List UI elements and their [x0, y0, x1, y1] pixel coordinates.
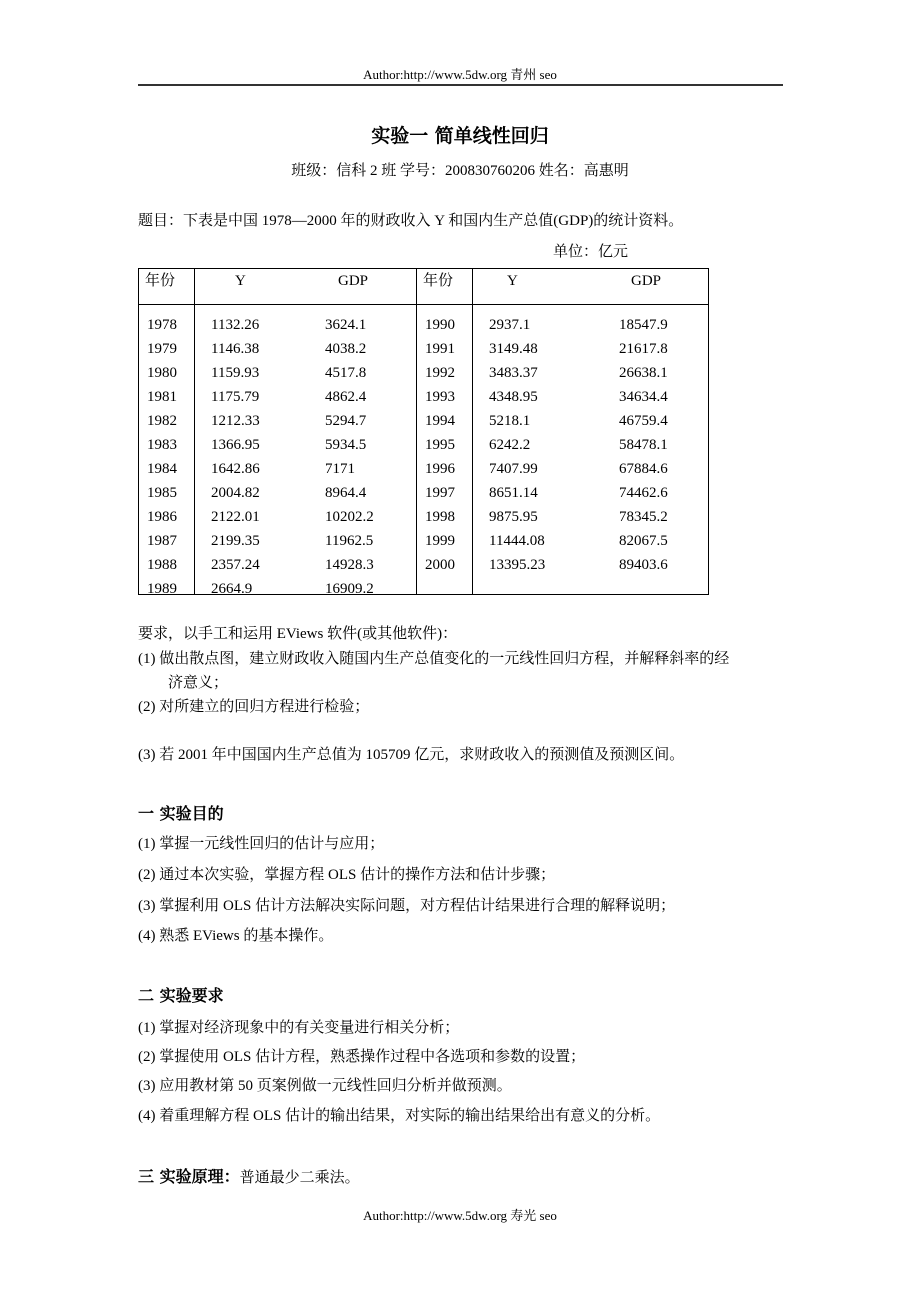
- cell-year: 1993: [425, 389, 455, 405]
- cell-year: 1986: [147, 509, 177, 525]
- header-year: 年份: [145, 273, 176, 289]
- cell-y: 8651.14: [489, 485, 538, 501]
- cell-gdp: 67884.6: [619, 461, 668, 477]
- cell-y: 2664.9: [211, 581, 253, 597]
- requirement-item: (1) 做出散点图，建立财政收入随国内生产总值变化的一元线性回归方程，并解释斜率的经: [138, 651, 730, 667]
- question-text: 题目：下表是中国 1978—2000 年的财政收入 Y 和国内生产总值(GDP)的统计资料。: [138, 213, 684, 229]
- student-info: 班级：信科 2 班 学号：200830760206 姓名：高惠明: [291, 163, 629, 179]
- cell-gdp: 34634.4: [619, 389, 668, 405]
- cell-y: 4348.95: [489, 389, 538, 405]
- cell-y: 9875.95: [489, 509, 538, 525]
- cell-y: 2004.82: [211, 485, 260, 501]
- cell-year: 1996: [425, 461, 455, 477]
- header-gdp: GDP: [338, 273, 369, 289]
- cell-year: 1998: [425, 509, 455, 525]
- cell-gdp: 18547.9: [619, 317, 668, 333]
- cell-year: 1982: [147, 413, 177, 429]
- doc-title: 实验一 简单线性回归: [371, 125, 549, 147]
- cell-y: 3149.48: [489, 341, 538, 357]
- cell-gdp: 4862.4: [325, 389, 367, 405]
- cell-year: 1999: [425, 533, 455, 549]
- section-text: 普通最少二乘法。: [239, 1170, 360, 1186]
- cell-y: 1212.33: [211, 413, 260, 429]
- cell-y: 3483.37: [489, 365, 538, 381]
- cell-y: 1146.38: [211, 341, 260, 357]
- section-title: 三 实验原理：: [138, 1167, 240, 1186]
- cell-gdp: 14928.3: [325, 557, 374, 573]
- section-item: (4) 熟悉 EViews 的基本操作。: [138, 928, 334, 944]
- cell-year: 1992: [425, 365, 455, 381]
- cell-y: 1642.86: [211, 461, 260, 477]
- page-footer: Author:http://www.5dw.org 寿光 seo: [363, 1208, 557, 1223]
- cell-gdp: 26638.1: [619, 365, 668, 381]
- cell-gdp: 8964.4: [325, 485, 367, 501]
- cell-gdp: 21617.8: [619, 341, 668, 357]
- cell-year: 2000: [425, 557, 455, 573]
- cell-gdp: 5934.5: [325, 437, 367, 453]
- cell-year: 1995: [425, 437, 455, 453]
- cell-year: 1978: [147, 317, 177, 333]
- section-item: (3) 应用教材第 50 页案例做一元线性回归分析并做预测。: [138, 1078, 512, 1094]
- cell-gdp: 4038.2: [325, 341, 367, 357]
- cell-gdp: 11962.5: [325, 533, 374, 549]
- requirement-item: (2) 对所建立的回归方程进行检验；: [138, 699, 370, 715]
- section-item: (1) 掌握对经济现象中的有关变量进行相关分析；: [138, 1020, 460, 1036]
- cell-y: 13395.23: [489, 557, 546, 573]
- cell-gdp: 58478.1: [619, 437, 668, 453]
- section-title: 二 实验要求: [138, 986, 224, 1005]
- cell-year: 1987: [147, 533, 177, 549]
- cell-year: 1983: [147, 437, 177, 453]
- cell-gdp: 89403.6: [619, 557, 668, 573]
- section-item: (2) 通过本次实验，掌握方程 OLS 估计的操作方法和估计步骤；: [138, 867, 556, 883]
- data-table: [138, 268, 709, 595]
- cell-gdp: 4517.8: [325, 365, 367, 381]
- cell-year: 1994: [425, 413, 455, 429]
- cell-gdp: 74462.6: [619, 485, 668, 501]
- header-gdp: GDP: [631, 273, 662, 289]
- cell-gdp: 10202.2: [325, 509, 374, 525]
- requirements-intro: 要求，以手工和运用 EViews 软件(或其他软件)：: [138, 626, 458, 642]
- cell-y: 1175.79: [211, 389, 260, 405]
- section-item: (3) 掌握利用 OLS 估计方法解决实际问题，对方程估计结果进行合理的解释说明；: [138, 898, 676, 914]
- cell-year: 1984: [147, 461, 177, 477]
- cell-year: 1989: [147, 581, 177, 597]
- section-item: (4) 着重理解方程 OLS 估计的输出结果，对实际的输出结果给出有意义的分析。: [138, 1108, 661, 1124]
- header-y: Y: [235, 273, 246, 289]
- cell-y: 1366.95: [211, 437, 260, 453]
- cell-gdp: 16909.2: [325, 581, 374, 597]
- page-header: Author:http://www.5dw.org 青州 seo: [363, 67, 557, 82]
- section-item: (1) 掌握一元线性回归的估计与应用；: [138, 836, 385, 852]
- cell-y: 1132.26: [211, 317, 260, 333]
- cell-gdp: 46759.4: [619, 413, 668, 429]
- section3-line: [138, 1169, 360, 1186]
- cell-y: 6242.2: [489, 437, 531, 453]
- cell-y: 11444.08: [489, 533, 545, 549]
- cell-year: 1980: [147, 365, 177, 381]
- cell-gdp: 78345.2: [619, 509, 668, 525]
- cell-y: 2199.35: [211, 533, 260, 549]
- cell-year: 1991: [425, 341, 455, 357]
- cell-year: 1979: [147, 341, 177, 357]
- cell-y: 2937.1: [489, 317, 531, 333]
- cell-year: 1981: [147, 389, 177, 405]
- cell-year: 1988: [147, 557, 177, 573]
- cell-year: 1997: [425, 485, 455, 501]
- header-y: Y: [507, 273, 518, 289]
- cell-year: 1985: [147, 485, 177, 501]
- section-item: (2) 掌握使用 OLS 估计方程，熟悉操作过程中各选项和参数的设置；: [138, 1049, 586, 1065]
- cell-y: 1159.93: [211, 365, 260, 381]
- requirement-item: 济意义；: [168, 675, 229, 691]
- cell-gdp: 7171: [325, 461, 355, 477]
- unit-label: 单位：亿元: [553, 244, 629, 260]
- header-year: 年份: [423, 273, 454, 289]
- requirement-item: (3) 若 2001 年中国国内生产总值为 105709 亿元，求财政收入的预测值及预测区间。: [138, 747, 685, 763]
- cell-gdp: 82067.5: [619, 533, 668, 549]
- cell-y: 2122.01: [211, 509, 260, 525]
- cell-gdp: 5294.7: [325, 413, 367, 429]
- cell-gdp: 3624.1: [325, 317, 367, 333]
- cell-year: 1990: [425, 317, 455, 333]
- section-title: 一 实验目的: [138, 804, 224, 823]
- cell-y: 5218.1: [489, 413, 531, 429]
- cell-y: 7407.99: [489, 461, 538, 477]
- cell-y: 2357.24: [211, 557, 260, 573]
- header-rule: [138, 84, 783, 86]
